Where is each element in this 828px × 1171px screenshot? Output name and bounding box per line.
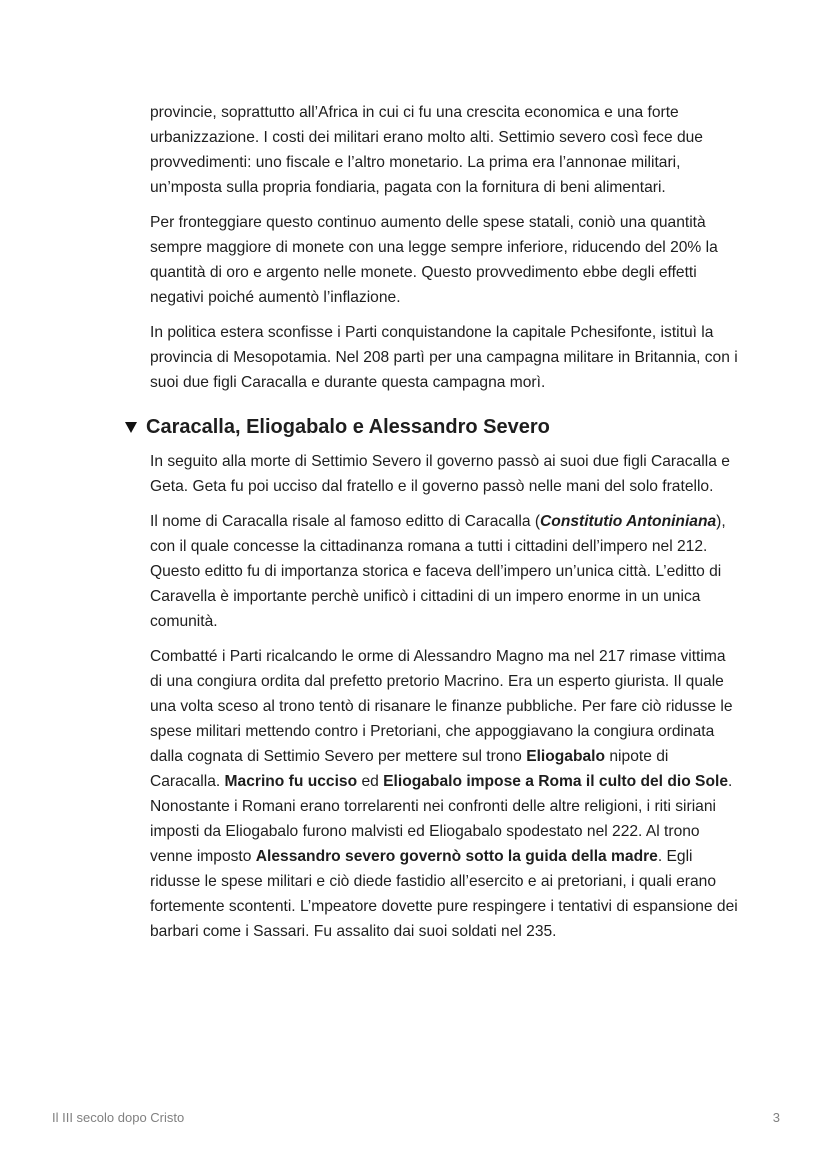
- paragraph: Per fronteggiare questo continuo aumento delle spese statali, coniò una quantità sempre maggiore di monete con una legge sempre inferiore, riducendo del 20% la quantità di oro e argento nelle monete. Questo provvedimento ebbe degli effetti negativi poiché aumentò l’inflazione.: [150, 214, 718, 306]
- bold-text: Eliogabalo: [526, 748, 606, 765]
- bold-text: Macrino fu ucciso: [224, 773, 358, 790]
- bold-text: Alessandro severo governò sotto la guida della madre: [255, 848, 658, 865]
- text-span: nipote di Caracalla.: [150, 748, 669, 790]
- bold-text: Eliogabalo impose a Roma il culto del dio Sole: [383, 773, 728, 790]
- paragraph: [150, 509, 740, 634]
- text-span: Combatté i Parti ricalcando le orme di Alessandro Magno ma nel 217 rimase vittima di una congiura ordita dal prefetto pretorio Macrino. Era un esperto giurista. Il quale una volta sceso al trono tentò di risanare le finanze pubbliche. Per fare ciò ridusse le spese militari mettendo contro i Pretoriani, che appoggiavano la congiura ordinata dalla cognata di Settimio Severo per mettere sul trono: [150, 648, 733, 765]
- toggle-section-header[interactable]: [124, 413, 740, 441]
- text-span: . Nonostante i Romani erano torrelarenti nei confronti delle altre religioni, i riti siriani imposti da Eliogabalo furono malvisti ed Eliogabalo spodestato nel 222. Al trono venne imposto: [150, 773, 733, 865]
- section-title: Caracalla, Eliogabalo e Alessandro Severo: [146, 416, 550, 438]
- paragraph: [150, 644, 740, 944]
- page-number: 3: [772, 1110, 780, 1125]
- paragraph: provincie, soprattutto all’Africa in cui ci fu una crescita economica e una forte urbanizzazione. I costi dei militari erano molto alti. Settimio severo così fece due provvedimenti: uno fiscale e l’altro monetario. La prima era l’annonae militari, un’mposta sulla propria fondiaria, pagata con la fornitura di beni alimentari.: [150, 104, 703, 196]
- document-body: [146, 100, 740, 954]
- paragraph: In politica estera sconfisse i Parti conquistandone la capitale Pchesifonte, istituì la provincia di Mesopotamia. Nel 208 partì per una campagna militare in Britannia, con i suoi due figli Caracalla e durante questa campagna morì.: [150, 324, 738, 391]
- triangle-down-icon[interactable]: [124, 420, 138, 434]
- text-span: ), con il quale concesse la cittadinanza romana a tutti i cittadini dell’impero nel 212. Questo editto fu di importanza storica e faceva dell’impero un’unica città. L’editto di Caravella è importante perchè unificò i cittadini di un impero enorme in un unica comunità.: [150, 513, 726, 630]
- text-span: . Egli ridusse le spese militari e ciò diede fastidio all’esercito e ai pretoriani, i quali erano fortemente scontenti. L’mpeatore dovette pure respingere i tentativi di espansione dei barbari come i Sassari. Fu assalito dai suoi soldati nel 235.: [150, 848, 738, 940]
- emphasis-text: Constitutio Antoniniana: [540, 513, 717, 530]
- text-span: ed: [357, 773, 384, 790]
- paragraph: In seguito alla morte di Settimio Severo il governo passò ai suoi due figli Caracalla e Geta. Geta fu poi ucciso dal fratello e il governo passò nelle mani del solo fratello.: [150, 453, 730, 495]
- footer-title: Il III secolo dopo Cristo: [52, 1110, 185, 1125]
- text-span: Il nome di Caracalla risale al famoso editto di Caracalla (: [150, 513, 541, 530]
